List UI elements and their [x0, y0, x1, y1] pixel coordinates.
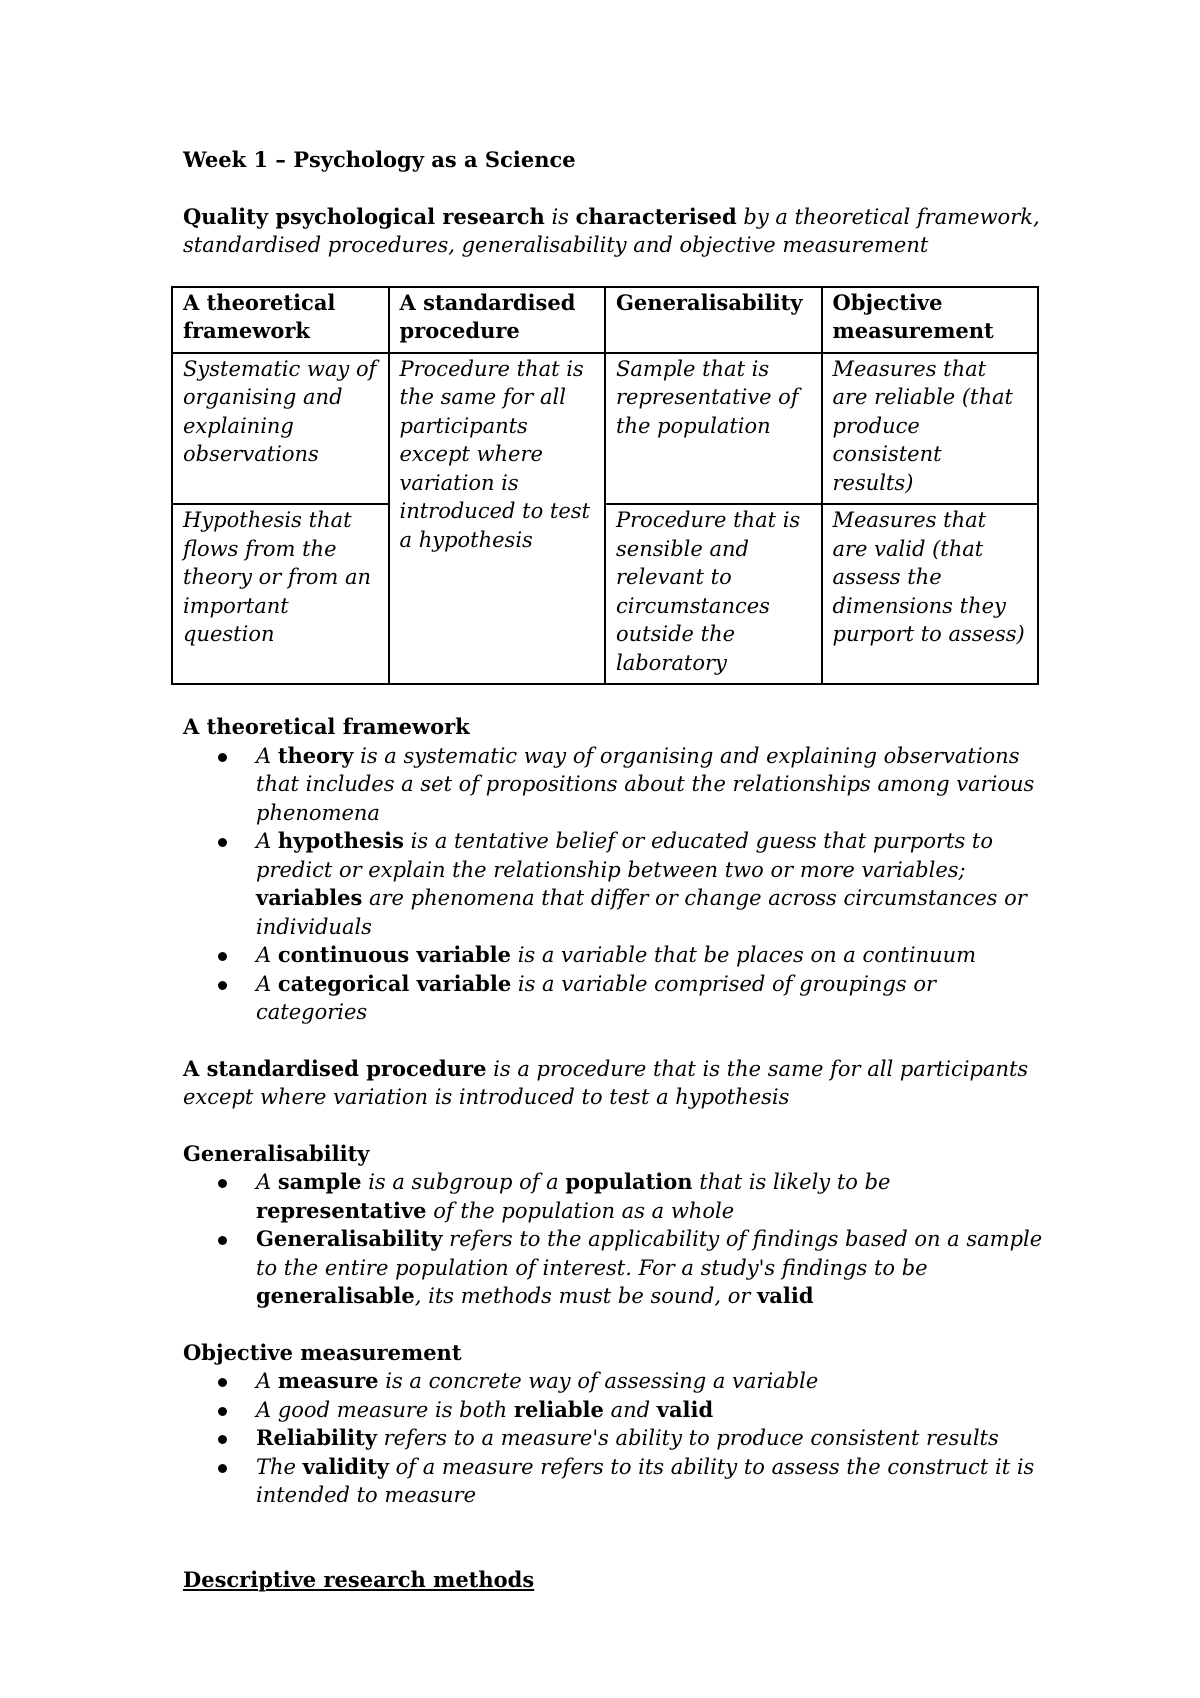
bullet-icon	[218, 838, 227, 847]
term-continuous-variable: continuous variable	[277, 942, 512, 967]
list-item	[256, 1367, 1043, 1396]
term-generalisable: generalisable	[256, 1283, 415, 1308]
term-reliability: Reliability	[256, 1425, 377, 1450]
term-generalisability: Generalisability	[256, 1226, 443, 1251]
text-run: , its methods must be sound, or	[414, 1284, 758, 1308]
intro-italic-2: by a theoretical framework, standardised procedures, generalisability and objective measurement	[183, 204, 1040, 257]
text-run: is a subgroup of a	[361, 1170, 566, 1194]
text-run: and	[603, 1397, 657, 1422]
term-reliable: reliable	[513, 1396, 604, 1422]
term-valid: valid	[757, 1283, 814, 1308]
text-run: is a variable that be places on a continuum	[511, 943, 977, 967]
text-run: is a variable comprised of groupings or categories	[256, 971, 937, 1024]
table-header-cell: A standardised procedure	[389, 287, 606, 353]
text-run: A	[256, 743, 278, 768]
term-hypothesis: hypothesis	[277, 828, 404, 853]
text-run: A	[256, 829, 278, 853]
list-item	[256, 941, 1043, 970]
table-cell: Systematic way of organising and explaining observations	[172, 353, 389, 505]
standardised-paragraph	[183, 1055, 1043, 1112]
document-title: Week 1 – Psychology as a Science	[183, 147, 576, 172]
table-cell: Procedure that is the same for all participants except where variation is introduced to test a hypothesis	[389, 353, 606, 685]
bullet-icon	[218, 1464, 227, 1473]
table-header-row	[172, 287, 1038, 353]
term-valid: valid	[656, 1396, 714, 1422]
table-cell: Hypothesis that flows from the theory or from an important question	[172, 504, 389, 684]
table-header-cell: Objective measurement	[822, 287, 1039, 353]
list-item	[256, 742, 1043, 828]
objective-list	[183, 1367, 1043, 1510]
generalisability-list	[183, 1168, 1043, 1311]
table-row	[172, 353, 1038, 505]
list-item	[256, 1424, 1043, 1453]
text-run: The	[256, 1454, 303, 1479]
table-cell: Measures that are valid (that assess the dimensions they purport to assess)	[822, 504, 1039, 684]
table-cell: Measures that are reliable (that produce consistent results)	[822, 353, 1039, 505]
intro-bold-1: Quality psychological research	[183, 203, 545, 229]
text-run: A	[256, 1369, 278, 1393]
section-heading-theoretical: A theoretical framework	[183, 714, 470, 739]
text-run: A good measure is both	[256, 1397, 514, 1422]
table-row	[172, 504, 1038, 684]
term-standardised-procedure: A standardised procedure	[183, 1055, 487, 1081]
bullet-icon	[218, 981, 227, 990]
table-cell: Procedure that is sensible and relevant to circumstances outside the laboratory	[605, 504, 822, 684]
term-theory: theory	[277, 742, 354, 768]
text-run: A	[256, 971, 278, 996]
text-run: that is likely to be	[692, 1170, 891, 1194]
document-body	[183, 146, 1043, 1594]
term-population: population	[565, 1169, 693, 1194]
term-validity: validity	[302, 1453, 389, 1479]
text-run: A	[256, 1170, 278, 1194]
term-variables: variables	[256, 885, 363, 910]
summary-table	[171, 286, 1039, 686]
list-item	[256, 1225, 1043, 1311]
text-run: is a tentative belief or educated guess that purports to predict or explain the relationship between two or more variables;	[256, 829, 994, 882]
bullet-icon	[218, 1179, 227, 1188]
text-run: A	[256, 943, 278, 967]
bullet-icon	[218, 1236, 227, 1245]
text-run: are phenomena that differ or change across circumstances or individuals	[256, 886, 1027, 939]
bullet-icon	[218, 753, 227, 762]
list-item	[256, 827, 1043, 941]
bullet-icon	[218, 1378, 227, 1387]
text-run: is a concrete way of assessing a variable	[378, 1369, 819, 1393]
term-representative: representative	[256, 1197, 427, 1223]
section-heading-generalisability: Generalisability	[183, 1140, 370, 1166]
list-item	[256, 1453, 1043, 1510]
list-item	[256, 1396, 1043, 1425]
list-item	[256, 970, 1043, 1027]
text-run: is a systematic way of organising and explaining observations that includes a set of propositions about the relationships among various phenomena	[256, 743, 1035, 825]
term-measure: measure	[277, 1368, 379, 1393]
bullet-icon	[218, 952, 227, 961]
intro-paragraph	[183, 203, 1043, 260]
list-item	[256, 1168, 1043, 1225]
table-header-cell: Generalisability	[605, 287, 822, 353]
section-heading-descriptive: Descriptive research methods	[183, 1566, 535, 1592]
term-categorical-variable: categorical variable	[277, 970, 512, 996]
text-run: of the population as a whole	[426, 1198, 735, 1223]
bullet-icon	[218, 1407, 227, 1416]
theoretical-list	[183, 742, 1043, 1027]
table-cell: Sample that is representative of the population	[605, 353, 822, 505]
term-sample: sample	[277, 1169, 362, 1194]
table-header-cell: A theoretical framework	[172, 287, 389, 353]
text-run: is a procedure that is the same for all participants except where variation is introduced to test a hypothesis	[183, 1056, 1029, 1109]
intro-italic-1: is	[544, 204, 576, 229]
text-run: refers to a measure's ability to produce consistent results	[376, 1426, 999, 1450]
text-run: refers to the applicability of findings based on a sample to the entire population of interest. For a study's findings to be	[256, 1227, 1043, 1280]
bullet-icon	[218, 1435, 227, 1444]
text-run: of a measure refers to its ability to assess the construct it is intended to measure	[256, 1454, 1035, 1507]
intro-bold-2: characterised	[575, 203, 737, 229]
section-heading-objective: Objective measurement	[183, 1339, 462, 1365]
